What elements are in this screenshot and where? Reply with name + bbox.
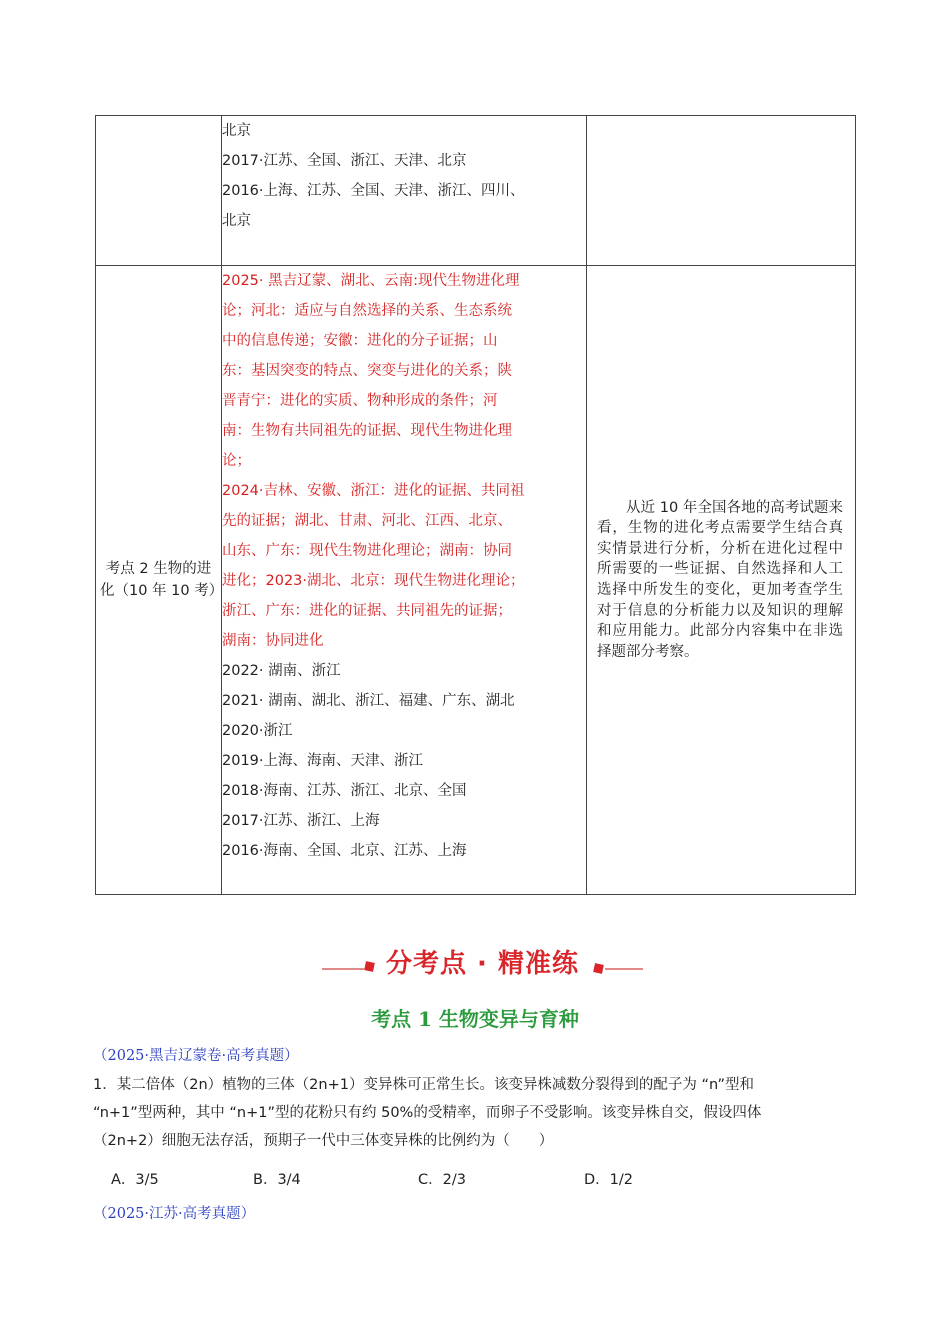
red-line: 山东、广东：现代生物进化理论；湖南：协同	[222, 543, 512, 559]
red-line: 浙江、广东：进化的证据、共同祖先的证据；	[222, 603, 512, 619]
red-line: 2025· 黑吉辽蒙、湖北、云南:现代生物进化理	[222, 273, 520, 289]
year-line: 2016·海南、全国、北京、江苏、上海	[222, 843, 467, 859]
red-line: 东：基因突变的特点、突变与进化的关系；陕	[222, 363, 512, 379]
row1-years-cell	[222, 116, 587, 266]
row1-line: 2017·江苏、全国、浙江、天津、北京	[222, 153, 467, 169]
year-line: 2021· 湖南、湖北、浙江、福建、广东、湖北	[222, 693, 515, 709]
row2-years-cell	[222, 266, 587, 895]
red-line: 晋青宁：进化的实质、物种形成的条件；河	[222, 393, 498, 409]
row2-key-point-cell	[96, 266, 222, 895]
section-banner	[320, 938, 645, 988]
year-line: 2020·浙江	[222, 723, 293, 739]
question-line: “n+1”型两种，其中 “n+1”型的花粉只有约 50%的受精率，而卵子不受影响。该变异株自交，假设四体	[93, 1105, 762, 1121]
question-text: 某二倍体（2n）植物的三体（2n+1）变异株可正常生长。该变异株减数分裂得到的配子为 “n”型和	[116, 1077, 754, 1093]
question-source: （2025·江苏·高考真题）	[93, 1206, 256, 1222]
row2-analysis-cell	[587, 266, 856, 895]
question-number: 1．	[93, 1077, 117, 1093]
option-a[interactable]: A．3/5	[111, 1172, 159, 1188]
analysis-text: 从近 10 年全国各地的高考试题来看，生物的进化考点需要学生结合真实情景进行分析，分析在进化过程中所需要的一些证据、自然选择和人工选择中所发生的变化，更加考查学生对于信息的分析能力以及知识的理解和应用能力。此部分内容集中在非选择题部分考察。	[597, 499, 843, 660]
year-line: 2018·海南、江苏、浙江、北京、全国	[222, 783, 467, 799]
red-line: 进化；2023·湖北、北京：现代生物进化理论；	[222, 573, 525, 589]
banner-right-square-icon	[593, 963, 604, 974]
banner-right-line	[605, 968, 643, 970]
red-line: 先的证据；湖北、甘肃、河北、江西、北京、	[222, 513, 512, 529]
red-line: 南：生物有共同祖先的证据、现代生物进化理	[222, 423, 512, 439]
question-line: （2n+2）细胞无法存活，预期子一代中三体变异株的比例约为（ ）	[93, 1133, 554, 1149]
red-line: 湖南：协同进化	[222, 633, 324, 649]
row1-line: 2016·上海、江苏、全国、天津、浙江、四川、	[222, 183, 525, 199]
banner-title: 分考点 · 精准练	[386, 949, 579, 979]
section-title: 考点 1 生物变异与育种	[371, 1007, 579, 1031]
red-line: 2024·吉林、安徽、浙江：进化的证据、共同祖	[222, 483, 525, 499]
option-b[interactable]: B．3/4	[253, 1172, 301, 1188]
red-line: 中的信息传递；安徽：进化的分子证据；山	[222, 333, 498, 349]
row1-key-point-cell	[96, 116, 222, 266]
key-point-label: 考点 2 生物的进化（10 年 10 考）	[100, 561, 224, 599]
option-c[interactable]: C．2/3	[418, 1172, 466, 1188]
row1-analysis-cell	[587, 116, 856, 266]
red-line: 论；	[222, 453, 251, 469]
year-line: 2019·上海、海南、天津、浙江	[222, 753, 424, 769]
question-source: （2025·黑吉辽蒙卷·高考真题）	[93, 1048, 299, 1064]
option-d[interactable]: D．1/2	[584, 1172, 634, 1188]
year-line: 2022· 湖南、浙江	[222, 663, 341, 679]
year-line: 2017·江苏、浙江、上海	[222, 813, 380, 829]
question-line	[93, 1071, 853, 1099]
row1-line: 北京	[222, 213, 251, 229]
row1-line: 北京	[222, 123, 251, 139]
red-line: 论；河北：适应与自然选择的关系、生态系统	[222, 303, 512, 319]
question-1	[93, 1071, 853, 1155]
exam-analysis-table	[95, 115, 856, 895]
